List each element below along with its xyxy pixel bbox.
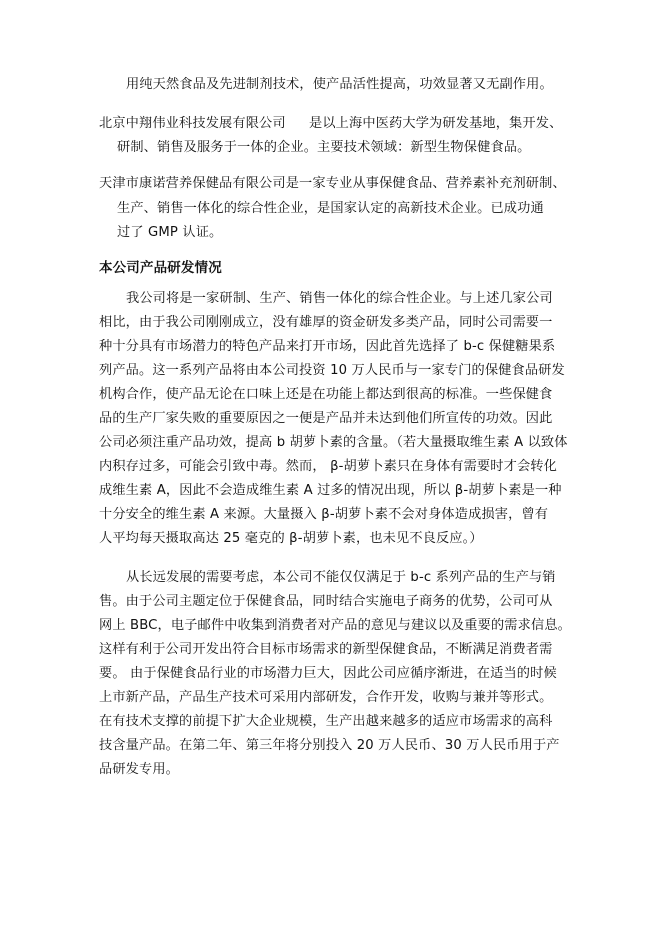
paragraph-line: 公司必须注重产品功效，提高 b 胡萝卜素的含量。（若大量摄取维生素 A 以致体	[99, 435, 568, 450]
paragraph-line: 人平均每天摄取高达 25 毫克的 β-胡萝卜素，也未见不良反应。）	[99, 531, 483, 546]
paragraph-line: 这样有利于公司开发出符合目标市场需求的新型保健食品，不断满足消费者需	[99, 642, 553, 657]
paragraph-line: 相比，由于我公司刚刚成立，没有雄厚的资金研发多类产品，同时公司需要一	[99, 315, 553, 330]
paragraph-line: 我公司将是一家研制、生产、销售一体化的综合性企业。与上述几家公司	[126, 291, 553, 306]
paragraph-line: 品的生产厂家失败的重要原因之一便是产品并未达到他们所宣传的功效。因此	[99, 411, 553, 426]
company-tianjin-line2: 生产、销售一体化的综合性企业，是国家认定的高新技术企业。已成功通	[117, 201, 544, 216]
section-heading: 本公司产品研发情况	[99, 260, 222, 276]
paragraph-line: 品研发专用。	[99, 762, 180, 777]
paragraph-line: 机构合作，使产品无论在口味上还是在功能上都达到很高的标准。一些保健食	[99, 387, 553, 402]
paragraph-line: 技含量产品。在第二年、第三年将分别投入 20 万人民币、30 万人民币用于产	[99, 738, 560, 753]
paragraph-line: 在有技术支撑的前提下扩大企业规模，生产出越来越多的适应市场需求的高科	[99, 714, 553, 729]
paragraph-line: 要。 由于保健食品行业的市场潜力巨大，因此公司应循序渐进，在适当的时候	[99, 666, 557, 681]
paragraph-line: 成维生素 A，因此不会造成维生素 A 过多的情况出现，所以 β-胡萝卜素是一种	[99, 483, 562, 498]
company-beijing-desc: 是以上海中医药大学为研发基地，集开发、	[309, 116, 563, 131]
company-tianjin-line3: 过了 GMP 认证。	[117, 225, 223, 240]
paragraph-line: 种十分具有市场潜力的特色产品来打开市场，因此首先选择了 b-c 保健糖果系	[99, 339, 556, 354]
paragraph-line: 上市新产品，产品生产技术可采用内部研发，合作开发，收购与兼并等形式。	[99, 690, 553, 705]
company-beijing-name: 北京中翔伟业科技发展有限公司	[99, 116, 286, 131]
paragraph-line: 内积存过多，可能会引致中毒。然而， β-胡萝卜素只在身体有需要时才会转化	[99, 459, 557, 474]
paragraph-line: 售。由于公司主题定位于保健食品，同时结合实施电子商务的优势，公司可从	[99, 594, 553, 609]
paragraph-line: 十分安全的维生素 A 来源。大量摄入 β-胡萝卜素不会对身体造成损害，曾有	[99, 507, 549, 522]
paragraph-line: 列产品。这一系列产品将由本公司投资 10 万人民币与一家专门的保健食品研发	[99, 363, 565, 378]
paragraph-line: 从长远发展的需要考虑，本公司不能仅仅满足于 b-c 系列产品的生产与销	[126, 570, 556, 585]
intro-line: 用纯天然食品及先进制剂技术，使产品活性提高，功效显著又无副作用。	[126, 77, 553, 92]
company-beijing-line2: 研制、销售及服务于一体的企业。主要技术领域：新型生物保健食品。	[117, 140, 531, 155]
company-tianjin-line1: 天津市康诺营养保健品有限公司是一家专业从事保健食品、营养素补充剂研制、	[99, 176, 566, 191]
paragraph-line: 网上 BBC，电子邮件中收集到消费者对产品的意见与建议以及重要的需求信息。	[99, 618, 571, 633]
